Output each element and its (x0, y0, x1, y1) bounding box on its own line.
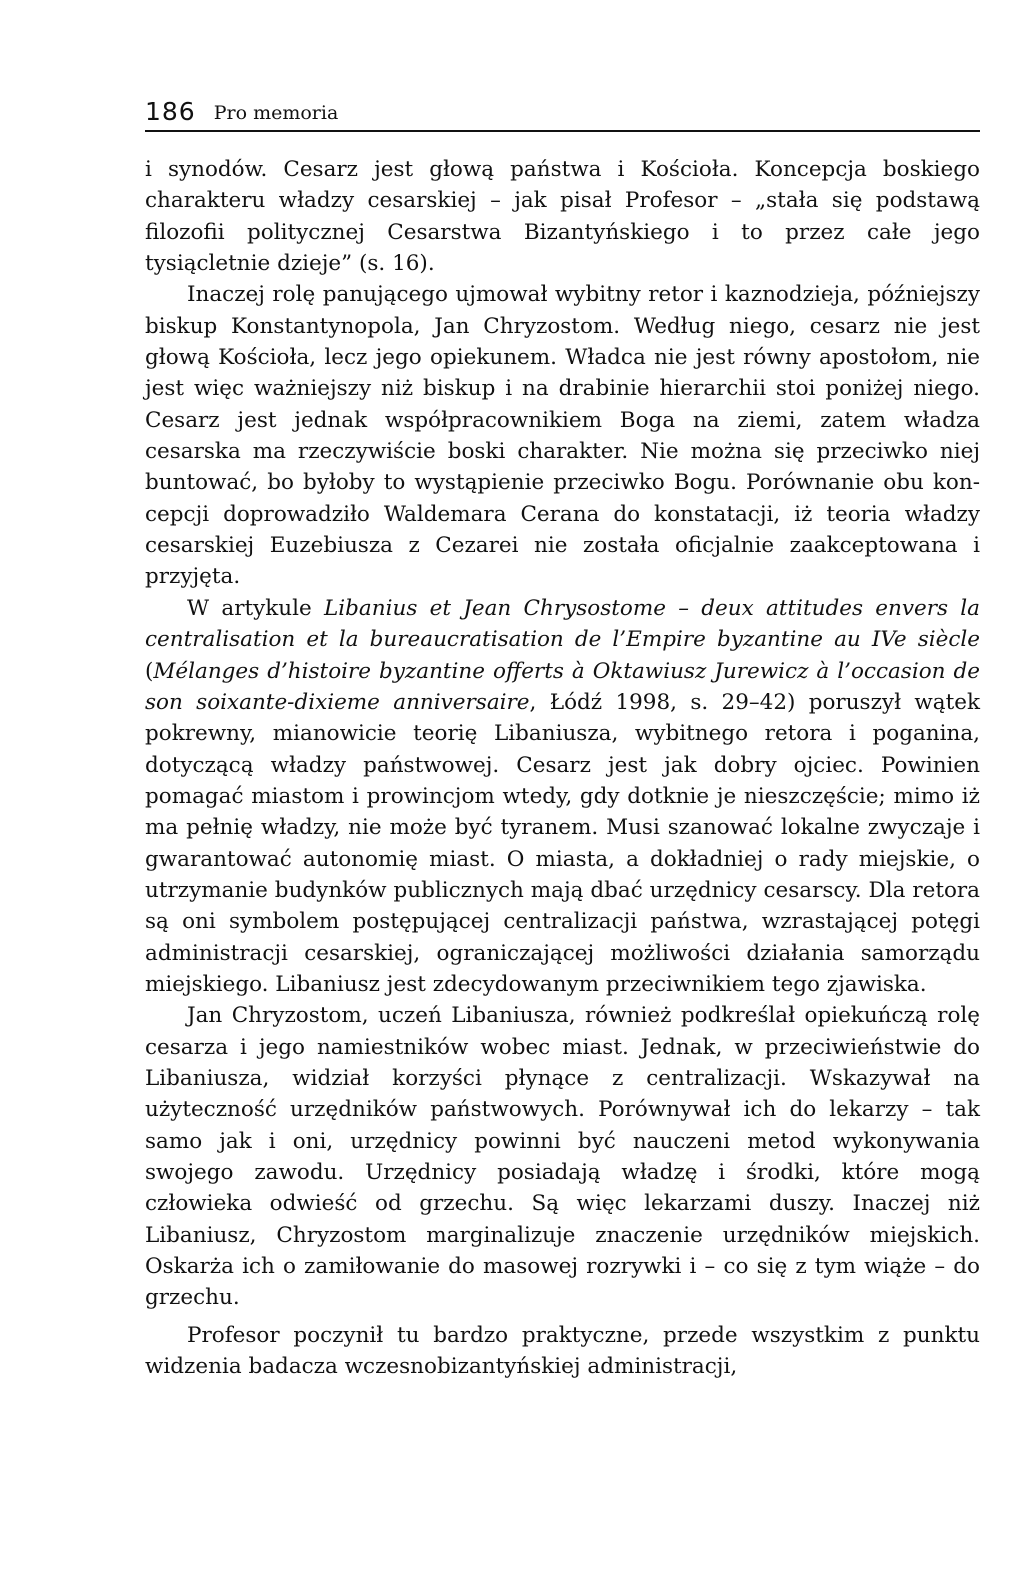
paragraph (145, 279, 980, 592)
paragraph (145, 1000, 980, 1313)
text-run: Jan Chryzostom, uczeń Libaniusza, również podkreślał opiekuńczą rolę cesarza i jego namiestników wobec miast. Jednak, w przeciwieństwie do Libaniusza, widział korzyści płynące z centralizacji. Wskazywał na użyteczność urzędników państwowych. Porównywał ich do lekarzy – tak samo jak i oni, urzędnicy powinni być nauczeni metod wykonywania swojego zawodu. Urzędnicy posiadają władzę i środki, które mogą człowieka odwieść od grzechu. Są więc lekarzami duszy. Inaczej niż Libaniusz, Chryzostom marginalizuje znaczenie urzędników miejskich. Oskarża ich o zamiłowanie do masowej rozrywki i – co się z tym wiąże – do grzechu. (145, 1003, 980, 1311)
book-title: Mélanges d’histoire byzantine offerts à Oktawiusz Jurewicz à l’occasion de son soixante-dixieme anniversaire (145, 658, 980, 715)
text-run: i synodów. Cesarz jest głową państwa i Kościoła. Koncepcja boskiego charakteru władzy cesarskiej – jak pisał Profesor – „stała się podstawą filozofii politycznej Cesarstwa Bizantyńskiego i to przez całe jego tysiącletnie dzieje” (s. 16). (145, 157, 980, 277)
text-run: Inaczej rolę panującego ujmował wybitny retor i kaznodzieja, późniejszy biskup Konstantynopola, Jan Chryzostom. Według niego, cesarz nie jest głową Kościoła, lecz jego opiekunem. Władca nie jest równy apostołom, nie jest więc ważniejszy niż biskup i na drabinie hierarchii stoi poniżej niego. Cesarz jest jednak współpracownikiem Boga na ziemi, zatem władza cesarska ma rzeczywiście boski charakter. Nie można się przeciwko niej buntować, bo byłoby to wystąpienie przeciwko Bogu. Porównanie obu koncepcji doprowadziło Waldemara Cerana do konstatacji, iż teoria władzy cesarskiej Euzebiusza z Cezarei nie została oficjalnie zaakceptowana i przyjęta. (145, 282, 980, 590)
text-run: Profesor poczynił tu bardzo praktyczne, przede wszystkim z punktu widzenia badacza wczesnobizantyńskiej administracji, (145, 1322, 980, 1380)
paragraph (145, 593, 980, 1000)
paragraph (145, 1320, 980, 1383)
running-title: Pro memoria (213, 102, 339, 124)
text-run: ( (145, 658, 154, 684)
paragraph (145, 154, 980, 279)
text-run: , Łódź 1998, s. 29–42) poruszył wątek pokrewny, mianowicie teorię Libaniusza, wybitnego retora i poganina, dotyczącą władzy państwowej. Cesarz jest jak dobry ojciec. Powinien pomagać miastom i prowincjom wtedy, gdy dotknie je nieszczęście; mimo iż ma pełnię władzy, nie może być tyranem. Musi szanować lokalne zwyczaje i gwarantować autonomię miast. O miasta, a dokładniej o rady miejskie, o utrzymanie budynków publicznych mają dbać urzędnicy cesarscy. Dla retora są oni symbolem postępującej centralizacji państwa, wzrastającej potęgi administracji cesarskiej, ograniczającej możliwości działania samorządu miejskiego. Libaniusz jest zdecydowanym przeciwnikiem tego zjawiska. (145, 689, 980, 997)
running-head (145, 96, 980, 132)
article-title: Libanius et Jean Chrysostome – deux attitudes envers la centralisation et la bureaucratisation de l’Empire byzantine au IVe siècle (145, 595, 980, 653)
body-text (145, 154, 980, 1382)
text-run: W artykule (187, 595, 325, 621)
page-number: 186 (145, 97, 196, 126)
